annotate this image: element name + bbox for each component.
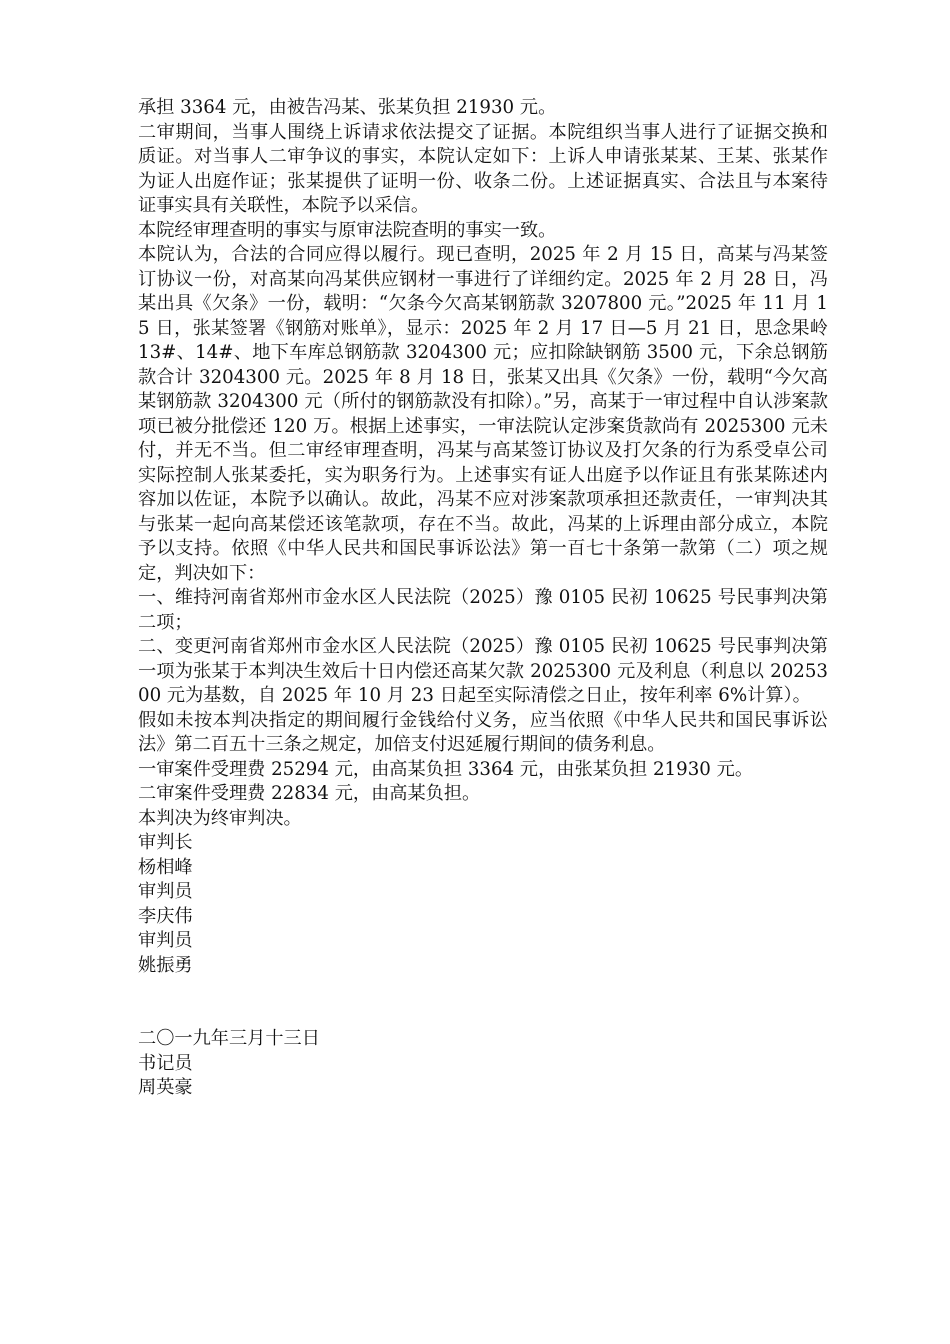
- presiding-judge-title: 审判长: [138, 832, 193, 853]
- judge-name-2: 姚振勇: [138, 954, 193, 976]
- clerk-title: 书记员: [138, 1052, 193, 1074]
- paragraph-facts-consistent: 本院经审理查明的事实与原审法院查明的事实一致。: [138, 219, 557, 241]
- paragraph-late-payment-interest: 假如未按本判决指定的期间履行金钱给付义务，应当依照《中华人民共和国民事诉讼法》第二百五十三条之规定，加倍支付迟延履行期间的债务利息。: [138, 709, 828, 755]
- paragraph-first-instance-fee: 一审案件受理费 25294 元，由高某负担 3364 元，由张某负担 21930 元。: [138, 758, 754, 780]
- judge-name-1: 李庆伟: [138, 905, 193, 927]
- judge-title-1: 审判员: [138, 881, 193, 902]
- presiding-judge-name: 杨相峰: [138, 856, 193, 878]
- signature-block: [138, 831, 828, 978]
- paragraph-final-judgment: 本判决为终审判决。: [138, 807, 302, 829]
- clerk-name: 周英豪: [138, 1077, 193, 1098]
- paragraph-ruling-item-one: 一、维持河南省郑州市金水区人民法院（2025）豫 0105 民初 10625 号民事判决第二项；: [138, 587, 828, 633]
- paragraph-court-reasoning: 本院认为，合法的合同应得以履行。现已查明，2025 年 2 月 15 日，高某与冯某签订协议一份，对高某向冯某供应钢材一事进行了详细约定。2025 年 2 月 28 日，冯某出具《欠条》一份，载明：“欠条今欠高某钢筋款 3207800 元。”2025 年 11 月 15 日，张某签署《钢筋对账单》，显示：2025 年 2 月 17 日—5 月 21 日，思念果岭 13#、14#、地下车库总钢筋款 3204300 元；应扣除缺钢筋 3500 元，下余总钢筋款合计 3204300 元。2025 年 8 月 18 日，张某又出具《欠条》一份，载明“今欠高某钢筋款 3204300 元（所付的钢筋款没有扣除）。”另，高某于一审过程中自认涉案款项已被分批偿还 120 万。根据上述事实，一审法院认定涉案货款尚有 2025300 元未付，并无不当。但二审经审理查明，冯某与高某签订协议及打欠条的行为系受卓公司实际控制人张某委托，实为职务行为。上述事实有证人出庭予以作证且有张某陈述内容加以佐证，本院予以确认。故此，冯某不应对涉案款项承担还款责任，一审判决其与张某一起向高某偿还该笔款项，存在不当。故此，冯某的上诉理由部分成立，本院予以支持。依照《中华人民共和国民事诉讼法》第一百七十条第一款第（二）项之规定，判决如下：: [138, 244, 828, 584]
- paragraph-second-instance-evidence: 二审期间，当事人围绕上诉请求依法提交了证据。本院组织当事人进行了证据交换和质证。对当事人二审争议的事实，本院认定如下：上诉人申请张某某、王某、张某作为证人出庭作证；张某提供了证明一份、收条二份。上述证据真实、合法且与本案待证事实具有关联性，本院予以采信。: [138, 121, 828, 216]
- signature-spacer: [138, 978, 828, 1027]
- paragraph-second-instance-fee: 二审案件受理费 22834 元，由高某负担。: [138, 783, 481, 804]
- paragraph-fee-continuation: 承担 3364 元，由被告冯某、张某负担 21930 元。: [138, 97, 557, 118]
- judgment-date: 二〇一九年三月十三日: [138, 1028, 320, 1049]
- judgment-document: [138, 96, 828, 1101]
- judge-title-2: 审判员: [138, 930, 193, 951]
- paragraph-ruling-item-two: 二、变更河南省郑州市金水区人民法院（2025）豫 0105 民初 10625 号民事判决第一项为张某于本判决生效后十日内偿还高某欠款 2025300 元及利息（利息以 2025300 元为基数，自 2025 年 10 月 23 日起至实际清偿之日止，按年利率 6%计算）。: [138, 636, 828, 706]
